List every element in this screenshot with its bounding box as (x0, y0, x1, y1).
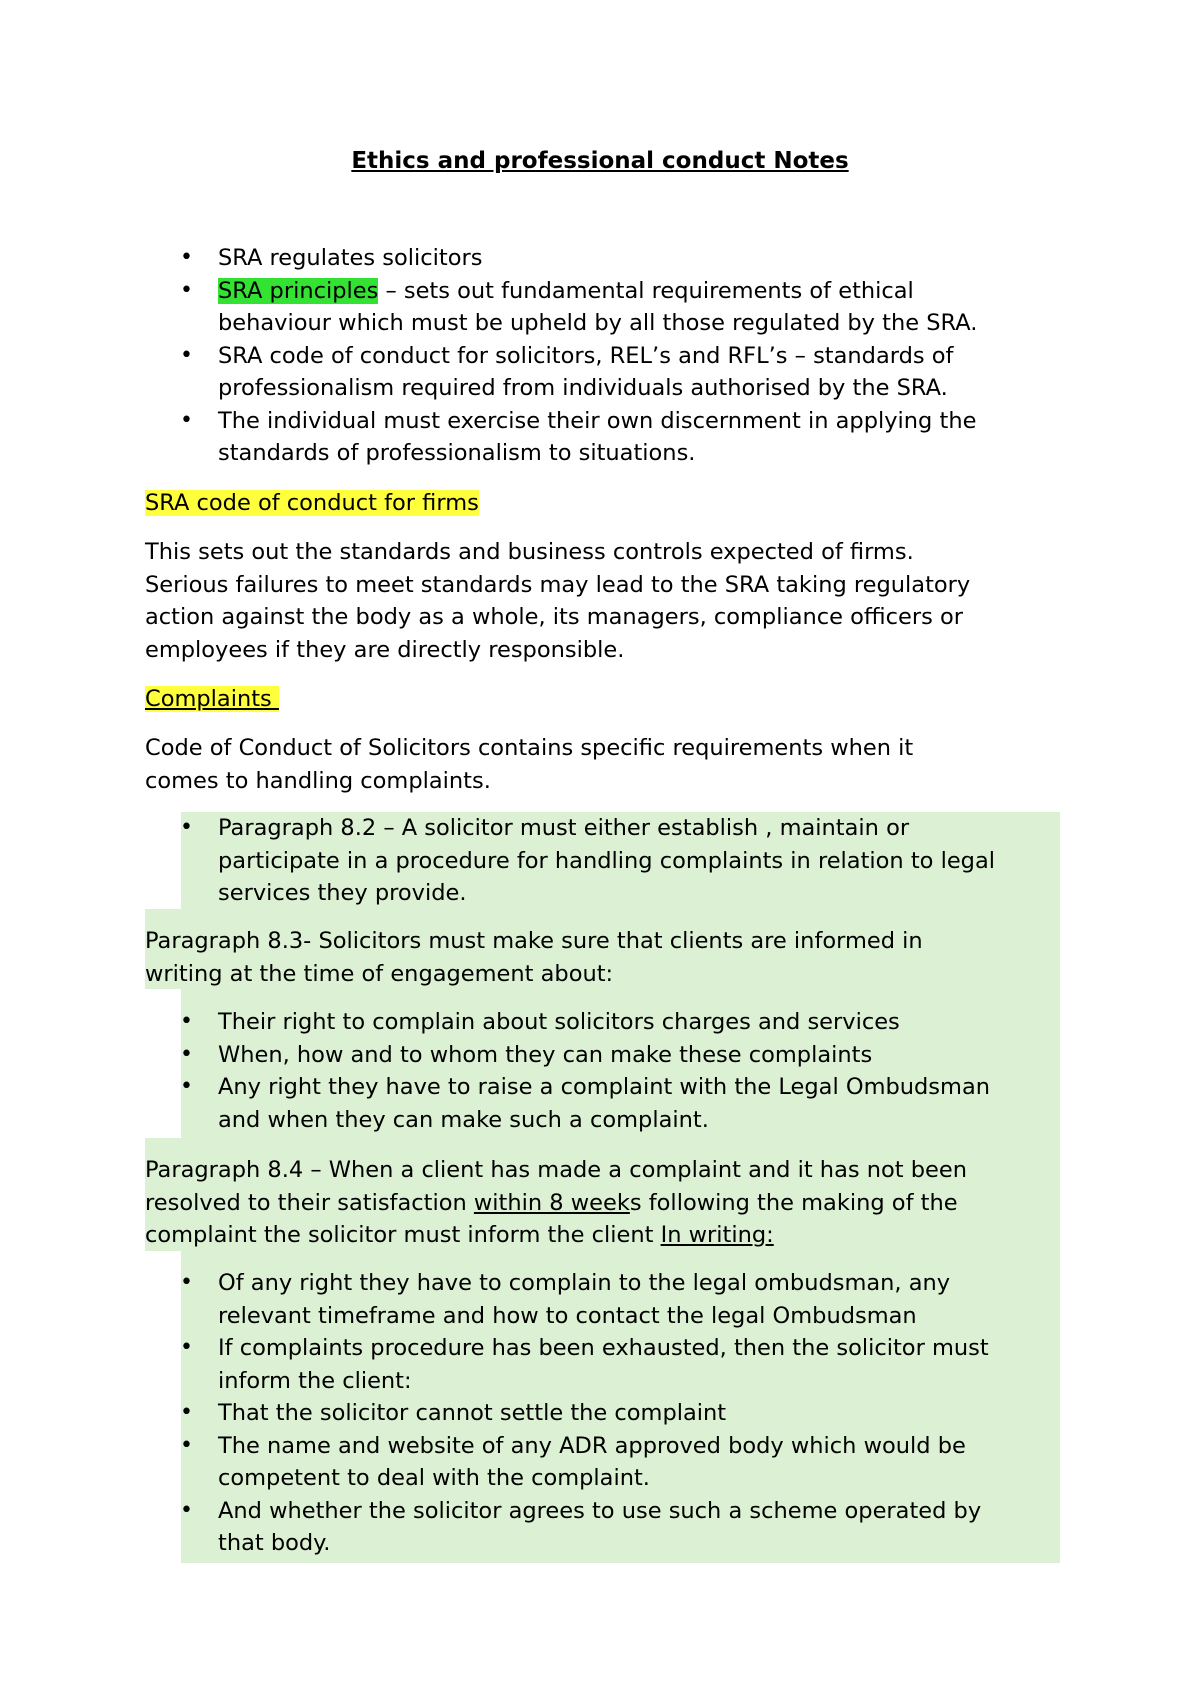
list-item: • SRA regulates solicitors (0, 242, 977, 275)
list-item: • The individual must exercise their own discernment in applying the standards of professionalism to situations. (0, 405, 977, 470)
underlined-phrase: In writing: (660, 1222, 774, 1248)
paragraph-8-3: Paragraph 8.3- Solicitors must make sure that clients are informed in writing at the time of engagement about: (145, 928, 923, 987)
highlighted-term: SRA principles (218, 277, 379, 304)
list-item: • Of any right they have to complain to the legal ombudsman, any relevant timeframe and how to contact the legal Ombudsman (0, 1267, 989, 1332)
document-title: Ethics and professional conduct Notes (351, 148, 849, 174)
section-heading-firms: SRA code of conduct for firms (145, 490, 479, 516)
list-item: • And whether the solicitor agrees to use such a scheme operated by that body. (0, 1495, 989, 1560)
paragraph-8-3-list (0, 1006, 990, 1136)
list-item: • That the solicitor cannot settle the complaint (0, 1397, 989, 1430)
firms-paragraph: This sets out the standards and business controls expected of firms. Serious failures to meet standards may lead to the SRA taking regulatory action against the body as a whole, its managers, compliance officers or employees if they are directly responsible. (145, 539, 971, 663)
list-item: • When, how and to whom they can make these complaints (0, 1039, 990, 1072)
complaints-intro: Code of Conduct of Solicitors contains specific requirements when it comes to handling complaints. (145, 735, 914, 794)
list-item: • If complaints procedure has been exhausted, then the solicitor must inform the client: (0, 1332, 989, 1397)
list-item: • Their right to complain about solicitors charges and services (0, 1006, 990, 1039)
list-item: • Paragraph 8.2 – A solicitor must either establish , maintain or participate in a procedure for handling complaints in relation to legal services they provide. (0, 812, 995, 910)
underlined-phrase: within 8 week (473, 1189, 630, 1216)
list-item: • SRA principles – sets out fundamental requirements of ethical behaviour which must be upheld by all those regulated by the SRA. (0, 275, 977, 340)
list-item: • The name and website of any ADR approved body which would be competent to deal with the complaint. (0, 1430, 989, 1495)
list-item: • Any right they have to raise a complaint with the Legal Ombudsman and when they can make such a complaint. (0, 1071, 990, 1136)
paragraph-8-4-list (0, 1267, 989, 1560)
section-heading-complaints: Complaints (145, 686, 279, 712)
paragraph-8-4: Paragraph 8.4 – When a client has made a complaint and it has not been resolved to their satisfaction within 8 weeks following the making of the complaint the solicitor must inform the client In writing: (145, 1157, 967, 1248)
list-item: • SRA code of conduct for solicitors, REL’s and RFL’s – standards of professionalism required from individuals authorised by the SRA. (0, 340, 977, 405)
paragraph-8-2-list (0, 812, 995, 910)
intro-bullet-list (0, 242, 977, 470)
